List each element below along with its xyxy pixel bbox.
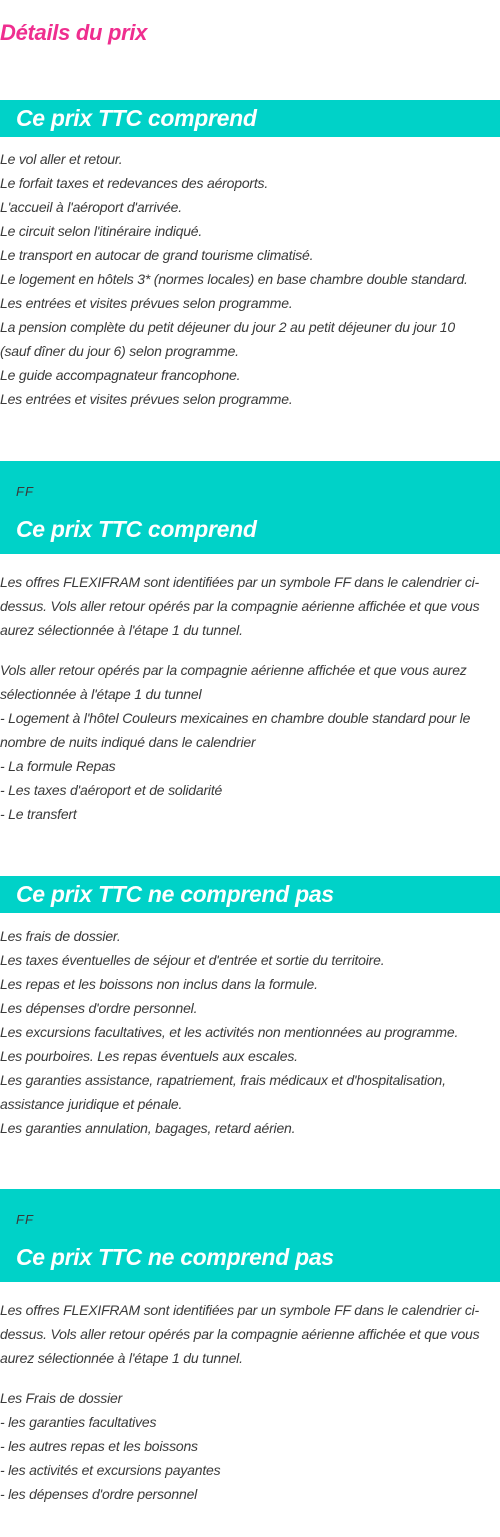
list-item: Les entrées et visites prévues selon programme. xyxy=(0,295,293,311)
list-item: Les excursions facultatives, et les activités non mentionnées au programme. xyxy=(0,1024,459,1040)
list-item: Les taxes éventuelles de séjour et d'entrée et sortie du territoire. xyxy=(0,952,385,968)
list-item: - La formule Repas xyxy=(0,758,116,774)
section-excludes xyxy=(0,876,500,1140)
list-item: (sauf dîner du jour 6) selon programme. xyxy=(0,343,239,359)
section-intro xyxy=(0,570,500,642)
list-item: - les dépenses d'ordre personnel xyxy=(0,1486,198,1502)
list-item: nombre de nuits indiqué dans le calendrier xyxy=(0,734,256,750)
section-intro xyxy=(0,1298,500,1370)
list-item: Les frais de dossier. xyxy=(0,928,121,944)
section-banner xyxy=(0,100,500,137)
list-item: - les garanties facultatives xyxy=(0,1414,157,1430)
ff-tag: FF xyxy=(16,1212,34,1227)
list-item: - les autres repas et les boissons xyxy=(0,1438,198,1454)
intro-line: aurez sélectionnée à l'étape 1 du tunnel. xyxy=(0,622,243,638)
section-heading: Ce prix TTC ne comprend pas xyxy=(16,881,334,907)
section-lines xyxy=(0,1386,500,1506)
intro-line: Les offres FLEXIFRAM sont identifiées par un symbole FF dans le calendrier ci- xyxy=(0,1302,480,1318)
list-item: L'accueil à l'aéroport d'arrivée. xyxy=(0,199,182,215)
ff-tag: FF xyxy=(16,484,34,499)
list-item: Le logement en hôtels 3* (normes locales) en base chambre double standard. xyxy=(0,271,468,287)
section-banner xyxy=(0,1189,500,1282)
section-lines xyxy=(0,658,500,826)
section-heading: Ce prix TTC ne comprend pas xyxy=(16,1244,334,1270)
list-item: Le guide accompagnateur francophone. xyxy=(0,367,241,383)
section-includes xyxy=(0,100,500,411)
section-includes-ff xyxy=(0,461,500,826)
list-item: Le transport en autocar de grand tourisme climatisé. xyxy=(0,247,314,263)
section-excludes-ff xyxy=(0,1189,500,1506)
list-item: assistance juridique et pénale. xyxy=(0,1096,183,1112)
list-item: - Le transfert xyxy=(0,806,77,822)
list-item: Les pourboires. Les repas éventuels aux escales. xyxy=(0,1048,298,1064)
section-banner xyxy=(0,876,500,913)
list-item: Les garanties assistance, rapatriement, frais médicaux et d'hospitalisation, xyxy=(0,1072,446,1088)
list-item: - les activités et excursions payantes xyxy=(0,1462,221,1478)
list-item: Les repas et les boissons non inclus dans la formule. xyxy=(0,976,318,992)
list-item: La pension complète du petit déjeuner du jour 2 au petit déjeuner du jour 10 xyxy=(0,319,455,335)
list-item: - Les taxes d'aéroport et de solidarité xyxy=(0,782,223,798)
section-banner xyxy=(0,461,500,554)
section-heading: Ce prix TTC comprend xyxy=(16,105,257,131)
section-lines xyxy=(0,924,500,1140)
list-item: Le vol aller et retour. xyxy=(0,151,123,167)
list-item: Les Frais de dossier xyxy=(0,1390,123,1406)
list-item: Le forfait taxes et redevances des aéroports. xyxy=(0,175,269,191)
list-item: sélectionnée à l'étape 1 du tunnel xyxy=(0,686,202,702)
intro-line: aurez sélectionnée à l'étape 1 du tunnel. xyxy=(0,1350,243,1366)
list-item: Les garanties annulation, bagages, retard aérien. xyxy=(0,1120,296,1136)
list-item: Vols aller retour opérés par la compagnie aérienne affichée et que vous aurez xyxy=(0,662,467,678)
section-heading: Ce prix TTC comprend xyxy=(16,516,257,542)
section-lines xyxy=(0,147,500,411)
page-title: Détails du prix xyxy=(0,20,148,45)
list-item: Les dépenses d'ordre personnel. xyxy=(0,1000,198,1016)
intro-line: dessus. Vols aller retour opérés par la compagnie aérienne affichée et que vous xyxy=(0,598,480,614)
intro-line: Les offres FLEXIFRAM sont identifiées par un symbole FF dans le calendrier ci- xyxy=(0,574,480,590)
intro-line: dessus. Vols aller retour opérés par la compagnie aérienne affichée et que vous xyxy=(0,1326,480,1342)
list-item: - Logement à l'hôtel Couleurs mexicaines en chambre double standard pour le xyxy=(0,710,471,726)
list-item: Le circuit selon l'itinéraire indiqué. xyxy=(0,223,203,239)
list-item: Les entrées et visites prévues selon programme. xyxy=(0,391,293,407)
